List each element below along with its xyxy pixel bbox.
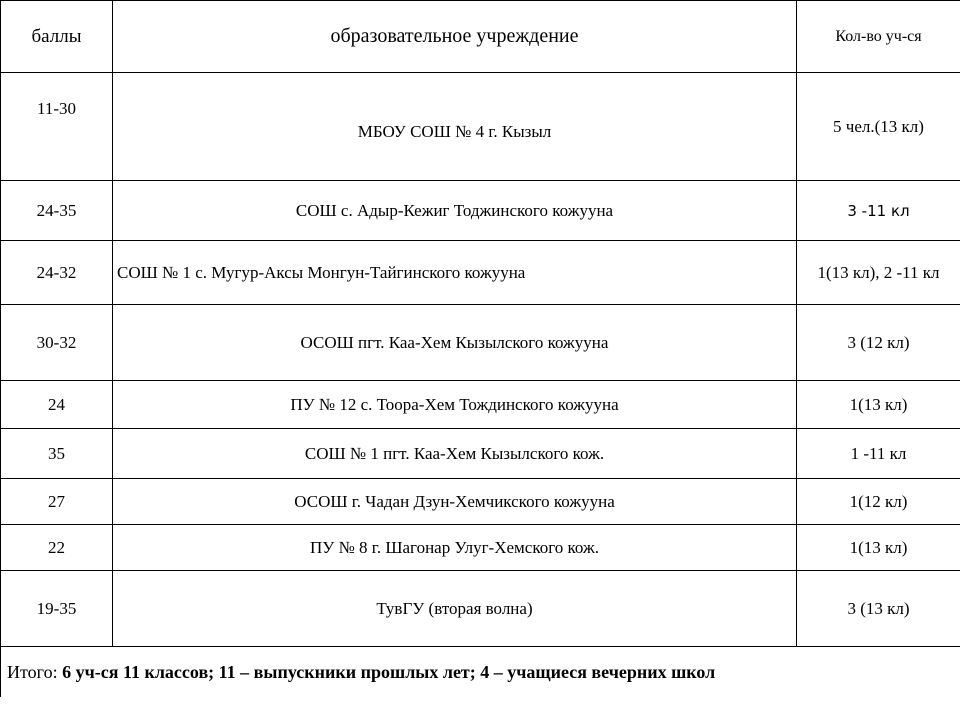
cell-score: 19-35 — [1, 571, 113, 647]
cell-score: 27 — [1, 479, 113, 525]
cell-score: 24-32 — [1, 241, 113, 305]
cell-score: 11-30 — [1, 73, 113, 181]
header-count: Кол-во уч-ся — [797, 1, 960, 73]
summary-text: 6 уч-ся 11 классов; 11 – выпускники прошлых лет; 4 – учащиеся вечерних школ — [62, 661, 716, 682]
header-score: баллы — [1, 1, 113, 73]
page-bottom-margin — [0, 697, 960, 720]
header-school: образовательное учреждение — [113, 1, 797, 73]
summary-prefix: Итого: — [7, 661, 63, 682]
cell-school: МБОУ СОШ № 4 г. Кызыл — [113, 73, 797, 181]
table-row — [1, 181, 960, 241]
cell-count: 3 (12 кл) — [797, 305, 960, 381]
cell-count: 1 -11 кл — [797, 429, 960, 479]
table-row — [1, 305, 960, 381]
cell-school: ТувГУ (вторая волна) — [113, 571, 797, 647]
cell-count: 1(13 кл) — [797, 381, 960, 429]
table-row — [1, 571, 960, 647]
cell-school: СОШ с. Адыр-Кежиг Тоджинского кожууна — [113, 181, 797, 241]
cell-score: 24-35 — [1, 181, 113, 241]
table-row — [1, 525, 960, 571]
table-row — [1, 241, 960, 305]
cell-count: 5 чел.(13 кл) — [797, 73, 960, 181]
table-header-row — [1, 1, 960, 73]
cell-score: 24 — [1, 381, 113, 429]
cell-count: 1(12 кл) — [797, 479, 960, 525]
cell-count: 1(13 кл), 2 -11 кл — [797, 241, 960, 305]
cell-school: ОСОШ г. Чадан Дзун-Хемчикского кожууна — [113, 479, 797, 525]
table-row — [1, 381, 960, 429]
table-row — [1, 429, 960, 479]
cell-school: СОШ № 1 с. Мугур-Аксы Монгун-Тайгинского кожууна — [113, 241, 797, 305]
table-row — [1, 73, 960, 181]
summary-cell — [1, 647, 960, 698]
cell-count: 1(13 кл) — [797, 525, 960, 571]
cell-school: СОШ № 1 пгт. Каа-Хем Кызылского кож. — [113, 429, 797, 479]
cell-count: 3 (13 кл) — [797, 571, 960, 647]
cell-score: 35 — [1, 429, 113, 479]
cell-score: 22 — [1, 525, 113, 571]
cell-count: 3 -11 кл — [797, 181, 960, 241]
cell-score: 30-32 — [1, 305, 113, 381]
cell-school: ПУ № 12 с. Тоора-Хем Тождинского кожууна — [113, 381, 797, 429]
table-footer-row — [1, 647, 960, 698]
cell-school: ПУ № 8 г. Шагонар Улуг-Хемского кож. — [113, 525, 797, 571]
cell-school: ОСОШ пгт. Каа-Хем Кызылского кожууна — [113, 305, 797, 381]
table-row — [1, 479, 960, 525]
